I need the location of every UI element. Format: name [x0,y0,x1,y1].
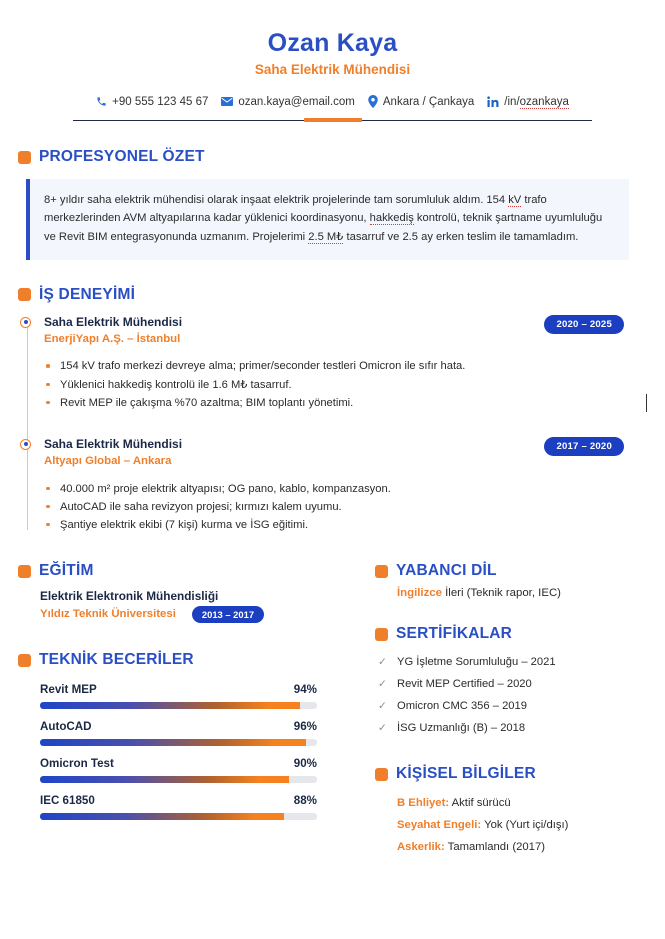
skill-fill [40,702,300,709]
divider-accent [304,118,362,122]
certificate-item [375,696,647,718]
job-role: Saha Elektrik Mühendisi [44,436,183,451]
skill-track [40,813,317,820]
experience-item-titles [44,436,182,470]
experience-item-head [44,436,647,470]
summary-heading-text: PROFESYONEL ÖZET [39,148,205,166]
job-company: Altyapı Global – Ankara [44,455,172,468]
summary-heading [18,148,647,166]
header-divider [18,117,647,126]
personal-heading [375,765,647,783]
experience-heading [18,286,647,304]
section-education [18,562,339,623]
personal-value: Tamamlandı (2017) [444,841,545,854]
location-text: Ankara / Çankaya [382,95,475,108]
linkedin-prefix: /in/ [504,95,520,108]
skills-heading-text: TEKNİK BECERİLER [39,651,194,669]
section-skills [18,651,339,820]
skill-percent: 88% [293,794,317,808]
skill-row [40,720,317,733]
job-bullet: 154 kV trafo merkezi devreye alma; primer/seconder testleri Omicron ile sıfır hata. [44,357,647,375]
right-column [353,562,647,864]
job-bullet: AutoCAD ile saha revizyon projesi; kırmızı kalem uyumu. [44,498,647,516]
education-heading-text: EĞİTİM [39,562,94,580]
candidate-name: Ozan Kaya [267,29,398,57]
skill-row [40,794,317,807]
job-bullet: 40.000 m² proje elektrik altyapısı; OG pano, kablo, kompanzasyon. [44,480,647,498]
timeline-marker-icon [20,439,31,450]
education-degree: Elektrik Elektronik Mühendisliği [40,589,219,604]
skill-fill [40,813,284,820]
job-bullet: Yüklenici hakkediş kontrolü ile 1.6 M₺ tasarruf. [44,376,647,394]
skills-heading [18,651,339,669]
skill-row [40,757,317,770]
summary-part-1: 8+ yıldır saha elektrik mühendisi olarak inşaat elektrik projelerinde tam sorumluluk aldım. 154 [44,194,509,207]
summary-kv: kV [508,194,522,207]
certificate-text: İSG Uzmanlığı (B) – 2018 [397,721,526,734]
section-bullet-icon [375,628,388,641]
summary-part-4: tasarruf ve 2.5 ay erken teslim ile tamamladım. [343,230,579,243]
skill-item [40,720,317,746]
summary-body [26,179,629,259]
certificate-item [375,674,647,696]
phone-text: +90 555 123 45 67 [112,95,209,108]
check-icon: ✓ [378,699,387,712]
summary-hakkedis: hakkediş [369,212,414,225]
skill-fill [40,776,289,783]
linkedin-handle: ozankaya [519,95,569,108]
map-pin-icon [368,95,378,108]
check-icon: ✓ [378,656,387,669]
candidate-job-title: Saha Elektrik Mühendisi [254,61,411,77]
skill-track [40,739,317,746]
section-bullet-icon [375,768,388,781]
personal-list [375,792,647,858]
skill-name: Revit MEP [40,683,97,697]
skill-row [40,683,317,696]
timeline-line [27,326,28,530]
experience-heading-text: İŞ DENEYİMİ [39,285,136,303]
education-school: Yıldız Teknik Üniversitesi [40,608,176,621]
summary-part-2: trafo merkezlerinden AVM altyapılarına kadar yüklenici koordinasyonu, [44,194,547,225]
job-date-badge: 2020 – 2025 [544,315,624,334]
personal-label: Askerlik: [397,841,445,854]
job-bullet-list [44,357,647,411]
section-experience [18,286,647,534]
personal-row [397,792,647,814]
skill-item [40,794,317,820]
resume-header [18,0,647,126]
language-entry [375,587,647,599]
section-language [375,562,647,599]
certificates-heading-text: SERTİFİKALAR [396,625,513,643]
certificates-heading [375,625,647,643]
education-heading [18,562,339,580]
language-heading [375,562,647,580]
section-bullet-icon [375,565,388,578]
job-bullet: Şantiye elektrik ekibi (7 kişi) kurma ve İSG eğitimi. [44,516,647,534]
job-bullet: Revit MEP ile çakışma %70 azaltma; BIM toplantı yönetimi. [44,394,647,412]
skill-percent: 90% [293,757,317,771]
job-company: EnerjiYapı A.Ş. – İstanbul [44,332,181,345]
contact-email[interactable] [221,96,355,108]
contact-linkedin[interactable] [487,96,569,108]
personal-row [397,814,647,836]
skill-list [18,683,339,820]
personal-label: B Ehliyet: [397,797,450,810]
experience-item [44,436,647,534]
skill-item [40,757,317,783]
experience-item-titles [44,314,182,348]
summary-part-3: kontrolü, teknik şartname uyumluluğu ve Revit BIM entegrasyonunda uzmanım. Projelerimi [44,212,603,243]
personal-label: Seyahat Engeli: [397,819,482,832]
summary-amount: 2.5 M₺ [308,230,344,243]
certificate-item [375,718,647,740]
certificate-item [375,652,647,674]
education-entry [18,588,339,623]
check-icon: ✓ [378,677,387,690]
skill-name: AutoCAD [40,720,92,734]
job-role: Saha Elektrik Mühendisi [44,314,183,329]
skill-fill [40,739,306,746]
language-heading-text: YABANCI DİL [396,562,497,580]
skill-track [40,776,317,783]
job-date-badge: 2017 – 2020 [544,437,624,456]
language-level: İleri (Teknik rapor, IEC) [445,587,561,600]
skill-name: IEC 61850 [40,794,95,808]
language-name: İngilizce [397,587,442,600]
education-date-badge: 2013 – 2017 [192,606,264,623]
personal-value: Aktif sürücü [449,797,511,810]
personal-heading-text: KİŞİSEL BİLGİLER [396,765,536,783]
skill-name: Omicron Test [40,757,114,771]
section-summary [18,148,647,259]
linkedin-text [504,96,569,108]
contact-phone[interactable] [96,96,208,108]
experience-item-head [44,314,647,348]
check-icon: ✓ [378,721,387,734]
bottom-columns [18,562,647,864]
experience-item [44,314,647,412]
left-column [18,562,353,864]
certificate-list [375,652,647,739]
personal-row [397,836,647,858]
contact-location [368,95,474,108]
linkedin-icon [487,96,499,108]
section-personal [375,765,647,858]
skill-percent: 94% [293,683,317,697]
certificate-text: YG İşletme Sorumluluğu – 2021 [397,656,556,669]
certificate-text: Omicron CMC 356 – 2019 [397,699,527,712]
certificate-text: Revit MEP Certified – 2020 [397,677,532,690]
skill-percent: 96% [293,720,317,734]
skill-item [40,683,317,709]
phone-icon [96,96,107,107]
contact-bar [18,95,647,108]
experience-timeline [18,314,647,534]
education-school-row [40,606,339,623]
personal-value: Yok (Yurt içi/dışı) [481,819,569,832]
section-bullet-icon [18,565,31,578]
section-bullet-icon [18,151,31,164]
section-bullet-icon [18,288,31,301]
email-text: ozan.kaya@email.com [238,95,355,108]
section-bullet-icon [18,654,31,667]
skill-track [40,702,317,709]
timeline-marker-icon [20,317,31,328]
section-certificates [375,625,647,739]
envelope-icon [221,97,233,106]
job-bullet-list [44,480,647,534]
